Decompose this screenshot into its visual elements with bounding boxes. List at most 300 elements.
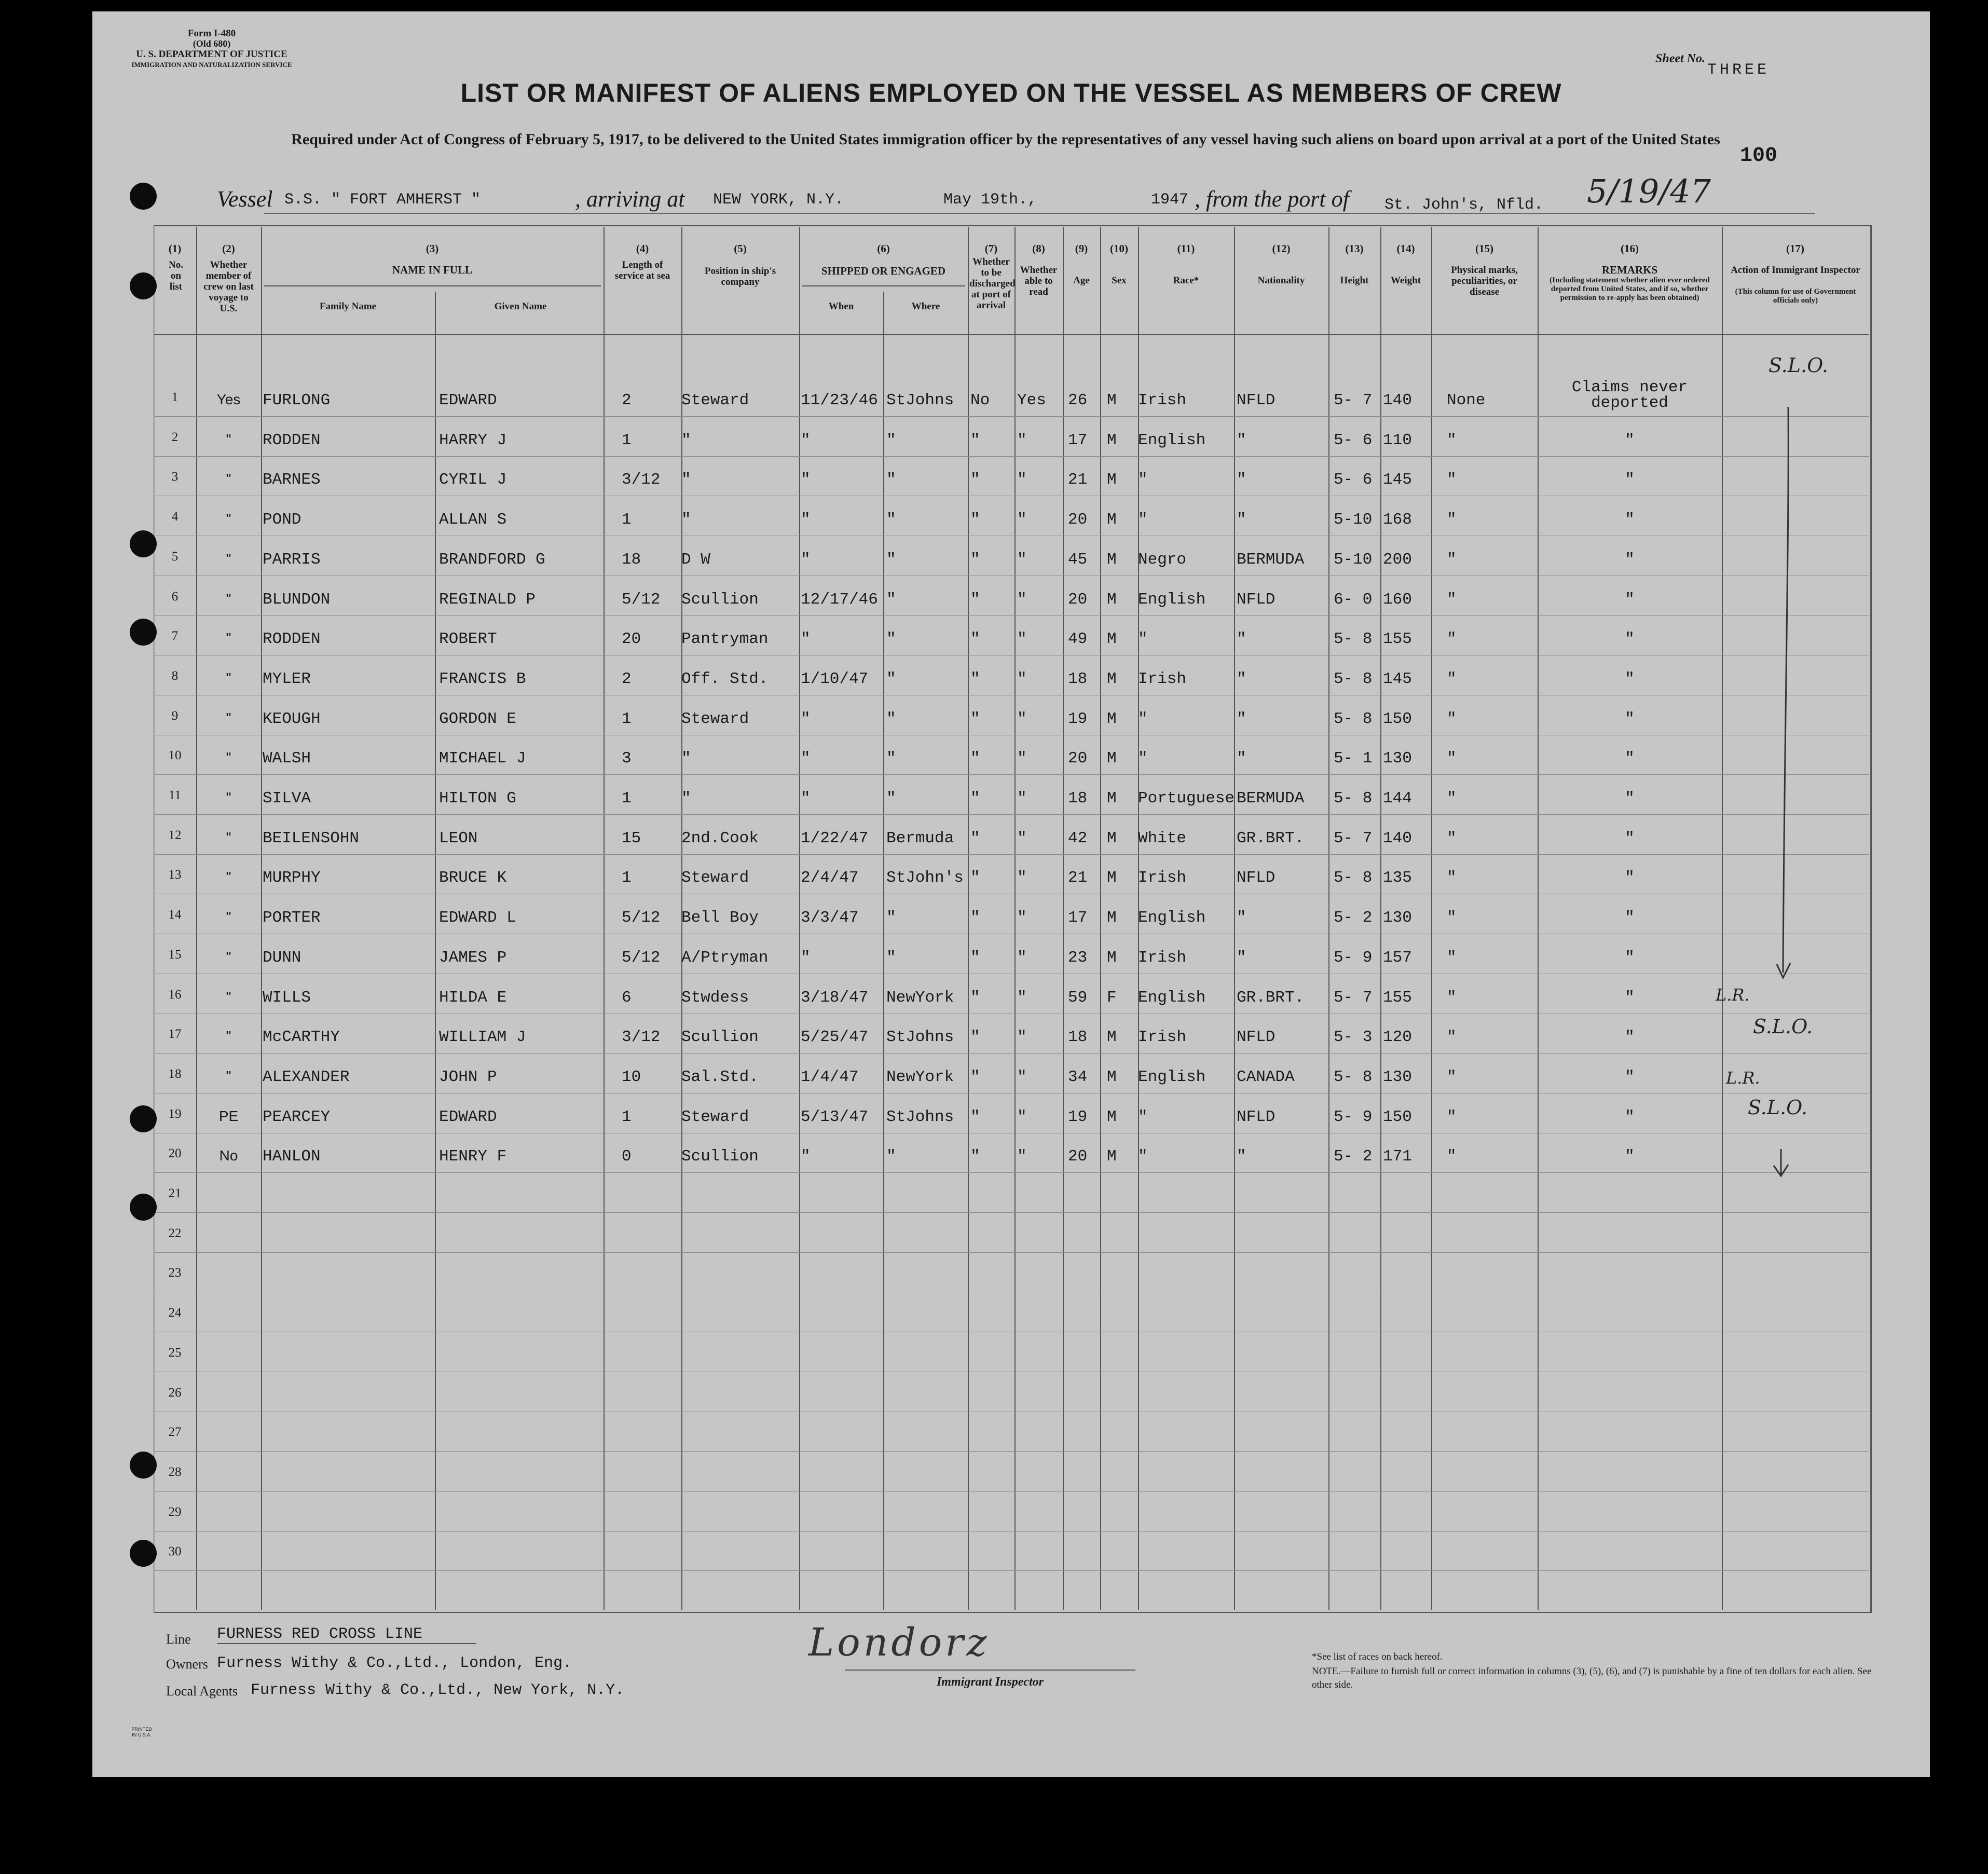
col-divider — [1328, 227, 1329, 1610]
cell-height: 5- 8 — [1334, 630, 1373, 649]
col-divider — [1431, 227, 1432, 1610]
col9-num: (9) — [1075, 242, 1088, 255]
cell-marks: " — [1447, 948, 1457, 967]
row-rule — [154, 1172, 1869, 1173]
cell-position: Steward — [681, 391, 749, 409]
cell-family: RODDEN — [263, 630, 321, 649]
cell-position: Steward — [681, 1107, 749, 1126]
col3-label: NAME IN FULL — [392, 264, 472, 276]
inspector-note-slo-1: S.L.O. — [1768, 354, 1829, 377]
col-divider — [1234, 227, 1235, 1610]
col-divider — [1380, 227, 1381, 1610]
cell-position: " — [681, 749, 691, 768]
cell-remarks: " — [1625, 550, 1635, 569]
cell-given: CYRIL J — [439, 471, 507, 489]
cell-position: Scullion — [681, 1147, 759, 1166]
cell-last: PE — [218, 1107, 239, 1124]
cell-read: " — [1017, 511, 1027, 529]
cell-sex: M — [1107, 1068, 1117, 1086]
col-divider — [261, 227, 262, 1610]
cell-family: FURLONG — [263, 391, 331, 409]
cell-family: SILVA — [263, 789, 311, 808]
cell-sex: F — [1107, 988, 1117, 1007]
cell-nationality: GR.BRT. — [1237, 988, 1305, 1007]
cell-marks: " — [1447, 550, 1457, 569]
handwritten-date: 5/19/47 — [1587, 172, 1711, 210]
cell-service: 1 — [622, 1107, 632, 1126]
col15-num: (15) — [1475, 242, 1493, 255]
cell-service: 0 — [622, 1147, 632, 1166]
binder-hole — [130, 1540, 157, 1567]
arriving-label: , arriving at — [575, 186, 685, 212]
cell-race: " — [1138, 1107, 1148, 1126]
cell-sex: M — [1107, 829, 1117, 847]
cell-height: 5- 9 — [1334, 1107, 1373, 1126]
cell-last: " — [226, 630, 231, 647]
col-divider — [1014, 227, 1016, 1610]
cell-no: 9 — [171, 708, 179, 723]
binder-hole — [130, 183, 157, 210]
row-rule — [154, 456, 1869, 457]
cell-nationality: " — [1237, 630, 1246, 649]
cell-family: KEOUGH — [263, 709, 321, 728]
cell-service: 5/12 — [622, 590, 661, 609]
cell-read: " — [1017, 789, 1027, 808]
col7-num: (7) — [984, 242, 998, 255]
cell-discharged: " — [970, 1028, 980, 1047]
cell-discharged: " — [970, 1107, 980, 1126]
cell-when: 11/23/46 — [801, 391, 878, 409]
cell-discharged: " — [970, 511, 980, 529]
cell-where: " — [886, 511, 896, 529]
cell-no: 13 — [168, 868, 182, 882]
cell-no: 22 — [168, 1226, 182, 1240]
cell-read: " — [1017, 550, 1027, 569]
cell-marks: " — [1447, 869, 1457, 887]
cell-no: 29 — [168, 1504, 182, 1519]
cell-age: 18 — [1068, 1028, 1088, 1047]
cell-no: 6 — [171, 589, 179, 604]
cell-sex: M — [1107, 869, 1117, 887]
col6-num: (6) — [877, 242, 890, 255]
cell-read: " — [1017, 1147, 1027, 1166]
cell-weight: 155 — [1383, 630, 1412, 649]
cell-position: Sal.Std. — [681, 1068, 759, 1086]
cell-race: " — [1138, 511, 1148, 529]
cell-age: 17 — [1068, 909, 1088, 927]
cell-given: BRANDFORD G — [439, 550, 545, 569]
cell-remarks: " — [1625, 511, 1635, 529]
cell-family: MURPHY — [263, 869, 321, 887]
cell-read: " — [1017, 948, 1027, 967]
col-divider — [1538, 227, 1539, 1610]
cell-race: English — [1138, 590, 1206, 609]
cell-height: 5- 8 — [1334, 789, 1373, 808]
cell-position: Bell Boy — [681, 909, 759, 927]
cell-age: 19 — [1068, 1107, 1088, 1126]
cell-discharged: " — [970, 869, 980, 887]
cell-age: 19 — [1068, 709, 1088, 728]
cell-race: Irish — [1138, 1028, 1187, 1047]
cell-age: 26 — [1068, 391, 1088, 409]
from-port: St. John's, Nfld. — [1384, 196, 1544, 214]
cell-nationality: " — [1237, 431, 1246, 449]
cell-family: BARNES — [263, 471, 321, 489]
cell-discharged: " — [970, 909, 980, 927]
cell-last: " — [226, 749, 231, 766]
cell-weight: 150 — [1383, 1107, 1412, 1126]
cell-sex: M — [1107, 909, 1117, 927]
cell-read: " — [1017, 749, 1027, 768]
cell-nationality: NFLD — [1237, 391, 1276, 409]
cell-sex: M — [1107, 749, 1117, 768]
cell-marks: " — [1447, 988, 1457, 1007]
cell-marks: " — [1447, 431, 1457, 449]
cell-weight: 155 — [1383, 988, 1412, 1007]
cell-no: 28 — [168, 1465, 182, 1479]
cell-where: " — [886, 709, 896, 728]
cell-family: ALEXANDER — [263, 1068, 350, 1086]
cell-given: BRUCE K — [439, 869, 507, 887]
cell-where: " — [886, 1147, 896, 1166]
cell-height: 5- 8 — [1334, 869, 1373, 887]
col17-num: (17) — [1786, 242, 1804, 255]
cell-no: 1 — [171, 390, 179, 404]
cell-race: Irish — [1138, 669, 1187, 688]
row-rule — [154, 416, 1869, 417]
cell-nationality: NFLD — [1237, 1107, 1276, 1126]
cell-height: 5- 6 — [1334, 431, 1373, 449]
cell-read: " — [1017, 630, 1027, 649]
inspector-label: Immigrant Inspector — [936, 1675, 1044, 1689]
cell-height: 5- 8 — [1334, 1068, 1373, 1086]
cell-no: 26 — [168, 1385, 182, 1400]
row-rule — [154, 1491, 1869, 1492]
cell-no: 16 — [168, 987, 182, 1002]
cell-discharged: " — [970, 1068, 980, 1086]
cell-last: " — [226, 988, 231, 1005]
cell-where: " — [886, 909, 896, 927]
footer-note: NOTE.—Failure to furnish full or correct information in columns (3), (5), (6), and (7) is punishable by a fine of ten dollars for each alien. See other side. — [1312, 1666, 1872, 1690]
service-name: IMMIGRATION AND NATURALIZATION SERVICE — [131, 61, 292, 69]
cell-where: StJohns — [886, 1107, 954, 1126]
cell-family: BLUNDON — [263, 590, 331, 609]
cell-height: 5- 6 — [1334, 471, 1373, 489]
cell-marks: " — [1447, 749, 1457, 768]
cell-discharged: " — [970, 630, 980, 649]
agents-label: Local Agents — [166, 1684, 238, 1699]
col11-num: (11) — [1177, 242, 1195, 255]
cell-remarks: " — [1625, 1028, 1635, 1047]
page-number: 100 — [1740, 144, 1778, 168]
binder-hole — [130, 1194, 157, 1221]
cell-service: 15 — [622, 829, 641, 847]
col11-label: Race* — [1173, 275, 1199, 286]
cell-age: 23 — [1068, 948, 1088, 967]
cell-height: 5- 8 — [1334, 669, 1373, 688]
cell-read: " — [1017, 709, 1027, 728]
form-old-number: (Old 680) — [193, 38, 231, 49]
cell-when: " — [801, 511, 811, 529]
binder-hole — [130, 272, 157, 299]
cell-no: 7 — [171, 629, 179, 644]
cell-sex: M — [1107, 471, 1117, 489]
col15-label: Physical marks, peculiarities, or disease — [1451, 265, 1518, 297]
cell-weight: 171 — [1383, 1147, 1412, 1166]
cell-discharged: " — [970, 550, 980, 569]
cell-when: 1/10/47 — [801, 669, 869, 688]
col-divider — [968, 227, 969, 1610]
cell-no: 25 — [168, 1345, 182, 1360]
printer-mark: PRINTED IN U.S.A. — [131, 1727, 152, 1738]
cell-race: " — [1138, 749, 1148, 768]
row-rule — [154, 615, 1869, 616]
cell-when: " — [801, 550, 811, 569]
cell-sex: M — [1107, 550, 1117, 569]
cell-no: 12 — [168, 828, 182, 842]
col13-label: Height — [1340, 275, 1369, 286]
shipped-group-line — [802, 285, 965, 286]
cell-when: 1/4/47 — [801, 1068, 859, 1086]
from-label: , from the port of — [1195, 186, 1349, 212]
cell-service: 20 — [622, 630, 641, 649]
col12-label: Nationality — [1257, 275, 1305, 286]
cell-last: " — [226, 431, 231, 447]
cell-age: 34 — [1068, 1068, 1088, 1086]
cell-family: PARRIS — [263, 550, 321, 569]
cell-no: 17 — [168, 1027, 182, 1042]
cell-read: Yes — [1017, 391, 1046, 409]
cell-no: 4 — [171, 510, 179, 524]
cell-age: 20 — [1068, 1147, 1088, 1166]
cell-given: HILTON G — [439, 789, 516, 808]
cell-discharged: No — [970, 391, 990, 409]
col14-num: (14) — [1396, 242, 1415, 255]
cell-marks: " — [1447, 1068, 1457, 1086]
cell-discharged: " — [970, 431, 980, 449]
col6-sub-when: When — [828, 301, 854, 312]
cell-when: " — [801, 789, 811, 808]
col9-label: Age — [1073, 275, 1090, 286]
cell-sex: M — [1107, 1147, 1117, 1166]
cell-given: EDWARD — [439, 1107, 497, 1126]
col-divider — [1100, 227, 1101, 1610]
cell-last: " — [226, 669, 231, 686]
cell-read: " — [1017, 909, 1027, 927]
line-value: FURNESS RED CROSS LINE — [217, 1625, 476, 1644]
cell-where: " — [886, 431, 896, 449]
col17-note: (This column for use of Government officials only) — [1735, 288, 1856, 305]
cell-position: Off. Std. — [681, 669, 769, 688]
cell-nationality: GR.BRT. — [1237, 829, 1305, 847]
cell-service: 1 — [622, 511, 632, 529]
cell-given: GORDON E — [439, 709, 516, 728]
cell-age: 59 — [1068, 988, 1088, 1007]
cell-remarks: Claims never deported — [1571, 378, 1688, 412]
cell-family: WALSH — [263, 749, 311, 768]
cell-read: " — [1017, 829, 1027, 847]
col13-num: (13) — [1345, 242, 1364, 255]
row-rule — [154, 854, 1869, 855]
cell-where: StJohns — [886, 1028, 954, 1047]
cell-weight: 168 — [1383, 511, 1412, 529]
cell-no: 10 — [168, 748, 182, 763]
inspector-note-slo-2: S.L.O. — [1753, 1015, 1813, 1038]
cell-last: " — [226, 550, 231, 567]
col-divider — [883, 292, 884, 1610]
cell-position: 2nd.Cook — [681, 829, 759, 847]
cell-family: PEARCEY — [263, 1107, 331, 1126]
cell-race: White — [1138, 829, 1187, 847]
cell-family: PORTER — [263, 909, 321, 927]
cell-no: 21 — [168, 1186, 182, 1200]
cell-remarks: " — [1625, 988, 1635, 1007]
cell-sex: M — [1107, 1028, 1117, 1047]
binder-hole — [130, 530, 157, 557]
cell-sex: M — [1107, 511, 1117, 529]
cell-marks: " — [1447, 1147, 1457, 1166]
cell-position: Pantryman — [681, 630, 769, 649]
cell-when: " — [801, 471, 811, 489]
cell-where: " — [886, 550, 896, 569]
cell-read: " — [1017, 988, 1027, 1007]
owners-label: Owners — [166, 1657, 208, 1672]
cell-where: Bermuda — [886, 829, 954, 847]
races-note: *See list of races on back hereof. — [1312, 1651, 1443, 1662]
cell-last: " — [226, 590, 231, 607]
cell-race: English — [1138, 431, 1206, 449]
cell-nationality: " — [1237, 511, 1246, 529]
cell-position: D W — [681, 550, 710, 569]
cell-given: EDWARD — [439, 391, 497, 409]
cell-where: StJohn's — [886, 869, 964, 887]
cell-height: 5- 1 — [1334, 749, 1373, 768]
row-rule — [154, 774, 1869, 775]
cell-race: " — [1138, 1147, 1148, 1166]
cell-discharged: " — [970, 948, 980, 967]
cell-given: JOHN P — [439, 1068, 497, 1086]
cell-remarks: " — [1625, 1068, 1635, 1086]
cell-marks: " — [1447, 1107, 1457, 1126]
cell-marks: " — [1447, 511, 1457, 529]
col-divider — [799, 227, 800, 1610]
col8-num: (8) — [1032, 242, 1045, 255]
cell-weight: 160 — [1383, 590, 1412, 609]
cell-no: 19 — [168, 1106, 182, 1121]
cell-race: English — [1138, 988, 1206, 1007]
cell-where: NewYork — [886, 1068, 954, 1086]
cell-no: 15 — [168, 947, 182, 962]
cell-when: 1/22/47 — [801, 829, 869, 847]
cell-discharged: " — [970, 709, 980, 728]
col-divider — [604, 227, 605, 1610]
cell-when: " — [801, 431, 811, 449]
col-divider — [435, 292, 436, 1610]
col16-num: (16) — [1621, 242, 1639, 255]
cell-where: " — [886, 590, 896, 609]
cell-no: 2 — [171, 430, 179, 444]
cell-height: 5-10 — [1334, 511, 1373, 529]
inspector-note-lr-2: L.R. — [1726, 1068, 1760, 1088]
cell-no: 8 — [171, 668, 179, 683]
col6-sub-where: Where — [911, 301, 940, 312]
cell-service: 3/12 — [622, 471, 661, 489]
inspector-note-lr-1: L.R. — [1716, 985, 1750, 1005]
cell-discharged: " — [970, 829, 980, 847]
cell-nationality: NFLD — [1237, 1028, 1276, 1047]
cell-last: " — [226, 909, 231, 925]
page-title: LIST OR MANIFEST OF ALIENS EMPLOYED ON THE VESSEL AS MEMBERS OF CREW — [460, 78, 1562, 107]
cell-read: " — [1017, 669, 1027, 688]
cell-sex: M — [1107, 630, 1117, 649]
cell-no: 5 — [171, 549, 179, 564]
cell-nationality: BERMUDA — [1237, 789, 1305, 808]
row-rule — [154, 1053, 1869, 1054]
cell-family: POND — [263, 511, 301, 529]
cell-weight: 130 — [1383, 909, 1412, 927]
cell-height: 5- 7 — [1334, 988, 1373, 1007]
cell-remarks: " — [1625, 431, 1635, 449]
cell-marks: " — [1447, 789, 1457, 808]
cell-service: 5/12 — [622, 948, 661, 967]
department: U. S. DEPARTMENT OF JUSTICE — [136, 49, 287, 60]
cell-remarks: " — [1625, 1107, 1635, 1126]
cell-height: 5- 8 — [1334, 709, 1373, 728]
inspector-signature: Londorz — [808, 1620, 990, 1665]
binder-hole — [130, 1452, 157, 1479]
cell-remarks: " — [1625, 869, 1635, 887]
cell-race: " — [1138, 630, 1148, 649]
cell-family: RODDEN — [263, 431, 321, 449]
cell-service: 18 — [622, 550, 641, 569]
cell-race: " — [1138, 709, 1148, 728]
cell-discharged: " — [970, 590, 980, 609]
cell-remarks: " — [1625, 709, 1635, 728]
cell-age: 42 — [1068, 829, 1088, 847]
cell-when: 5/13/47 — [801, 1107, 869, 1126]
page-subtitle: Required under Act of Congress of February 5, 1917, to be delivered to the United States immigration officer by the representatives of any vessel having such aliens on board upon arrival at a port of the United States — [291, 131, 1720, 148]
cell-service: 10 — [622, 1068, 641, 1086]
cell-weight: 200 — [1383, 550, 1412, 569]
cell-marks: " — [1447, 630, 1457, 649]
cell-age: 21 — [1068, 869, 1088, 887]
cell-weight: 140 — [1383, 829, 1412, 847]
col3-sub-family: Family Name — [319, 301, 377, 312]
col7-label: Whether to be discharged at port of arrival — [969, 256, 1016, 311]
col3-num: (3) — [426, 242, 439, 255]
inspector-note-slo-3: S.L.O. — [1748, 1096, 1808, 1119]
cell-weight: 120 — [1383, 1028, 1412, 1047]
cell-weight: 135 — [1383, 869, 1412, 887]
cell-marks: " — [1447, 709, 1457, 728]
cell-given: HILDA E — [439, 988, 507, 1007]
arrival-date: May 19th., — [943, 191, 1037, 209]
cell-position: Stwdess — [681, 988, 749, 1007]
cell-height: 5-10 — [1334, 550, 1373, 569]
cell-given: JAMES P — [439, 948, 507, 967]
cell-position: " — [681, 431, 691, 449]
cell-where: NewYork — [886, 988, 954, 1007]
cell-given: MICHAEL J — [439, 749, 526, 768]
cell-nationality: " — [1237, 909, 1246, 927]
cell-age: 18 — [1068, 789, 1088, 808]
arrival-year: 1947 — [1151, 191, 1189, 209]
binder-hole — [130, 1105, 157, 1132]
cell-height: 5- 2 — [1334, 1147, 1373, 1166]
manifest-sheet — [92, 11, 1930, 1777]
cell-position: Scullion — [681, 590, 759, 609]
agents-value: Furness Withy & Co.,Ltd., New York, N.Y. — [251, 1681, 625, 1699]
